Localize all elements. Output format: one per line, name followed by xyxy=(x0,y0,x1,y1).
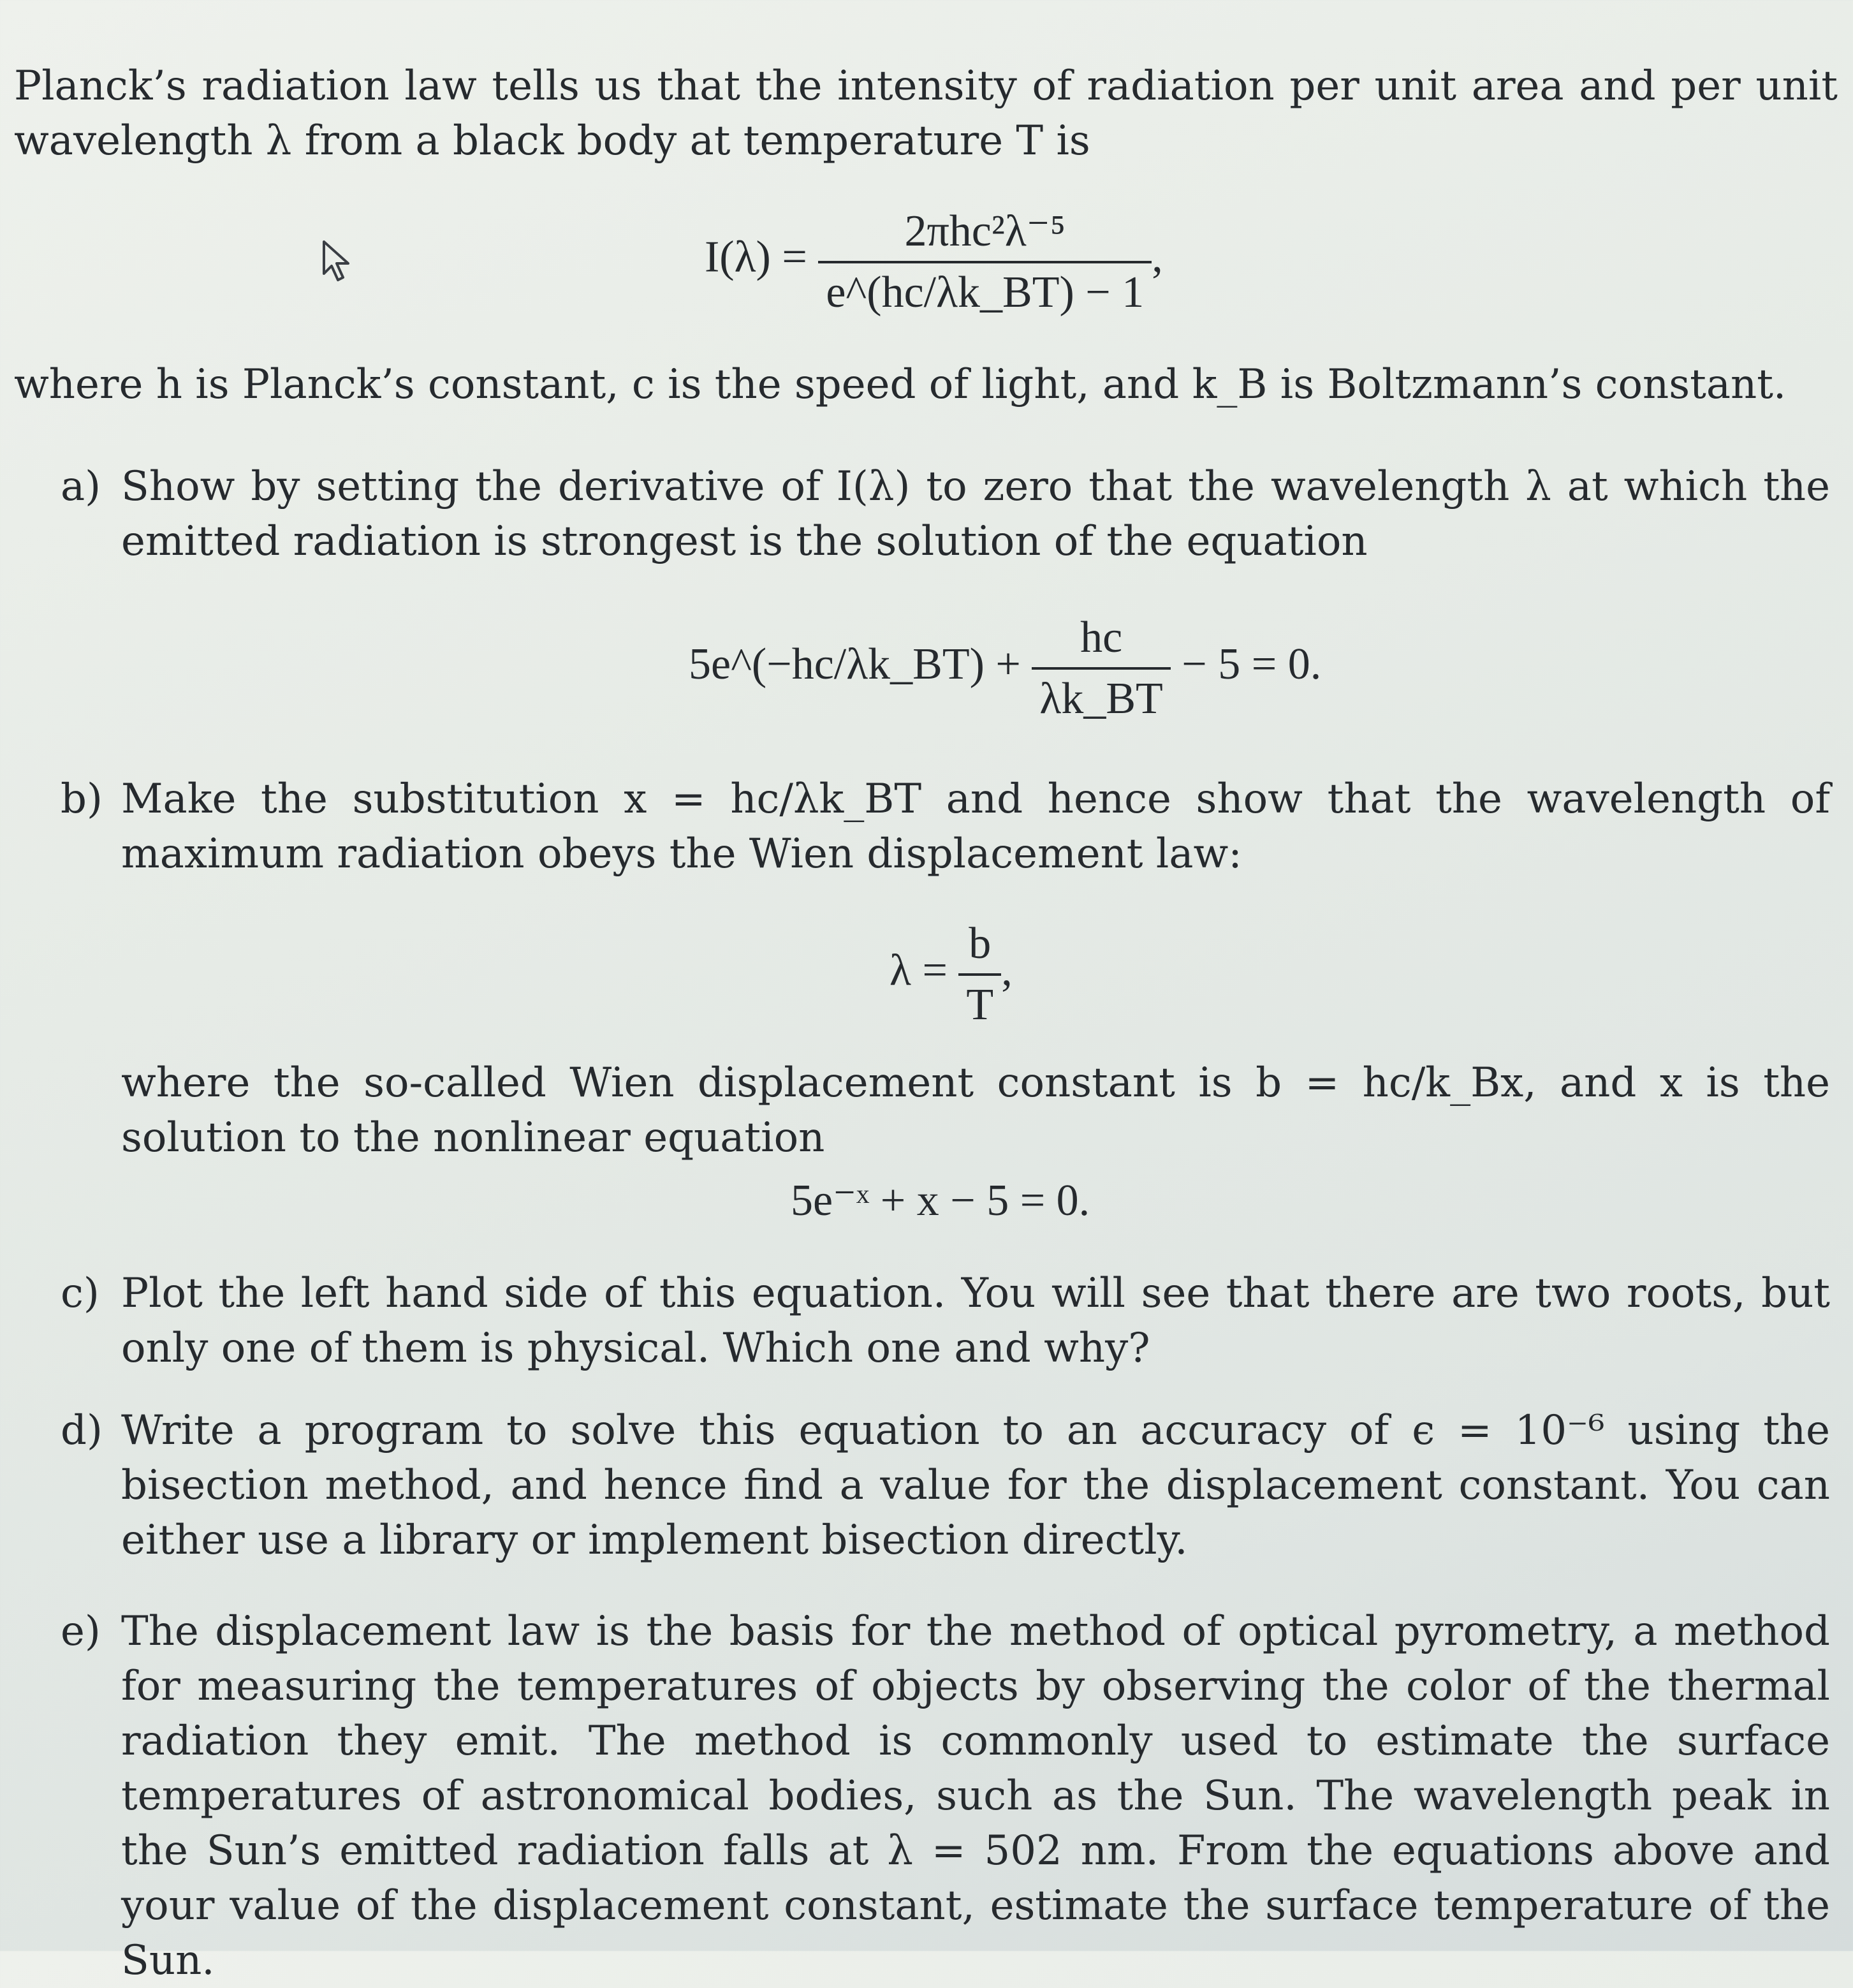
planck-equation xyxy=(705,204,1163,318)
where-paragraph: where h is Planck’s constant, c is the speed of light, and k_B is Boltzmann’s constant. xyxy=(14,361,1787,408)
planck-denominator: e^(hc/λk_BT) − 1 xyxy=(818,261,1152,318)
wien-fraction xyxy=(958,918,1001,1031)
wien-denominator: T xyxy=(958,973,1001,1031)
wien-lhs: λ = xyxy=(890,946,948,996)
planck-fraction xyxy=(818,204,1152,318)
planck-numerator: 2πhc²λ⁻⁵ xyxy=(904,207,1066,256)
part-c-text: Plot the left hand side of this equation. You will see that there are two roots, but only one of them is physical. Which one and why? xyxy=(121,1270,1830,1372)
wien-equation xyxy=(890,918,1013,1031)
derivative-equation xyxy=(689,612,1321,725)
derivative-fraction xyxy=(1032,612,1170,725)
nonlinear-equation: 5e⁻ˣ + x − 5 = 0. xyxy=(791,1176,1090,1225)
planck-trailing: , xyxy=(1152,232,1163,282)
part-b-text: Make the substitution x = hc/λk_BT and hence show that the wavelength of maximum radiation obeys the Wien displacement law: xyxy=(121,776,1830,878)
part-a-text: Show by setting the derivative of I(λ) to zero that the wavelength λ at which the emitted radiation is strongest is the solution of the equation xyxy=(121,463,1831,565)
intro-paragraph: Planck’s radiation law tells us that the intensity of radiation per unit area and per unit wavelength λ from a black body at temperature T is xyxy=(14,63,1838,165)
part-d-text: Write a program to solve this equation to an accuracy of ϵ = 10⁻⁶ using the bisection method, and hence find a value for the displacement constant. You can either use a library or implement bisection directly. xyxy=(121,1407,1830,1564)
derivative-plus: + xyxy=(995,640,1021,689)
wien-trailing: , xyxy=(1001,946,1013,996)
part-e-text: The displacement law is the basis for the method of optical pyrometry, a method for measuring the temperatures of objects by observing the color of the thermal radiation they emit. The method is commonly used to estimate the surface temperatures of astronomical bodies, such as the Sun. The wavelength peak in the Sun’s emitted radiation falls at λ = 502 nm. From the equations above and your value of the displacement constant, estimate the surface temperature of the Sun. xyxy=(121,1608,1830,1984)
part-b-label: b) xyxy=(61,776,103,823)
derivative-denominator: λk_BT xyxy=(1032,667,1170,725)
part-a-label: a) xyxy=(61,463,101,510)
part-d-label: d) xyxy=(61,1407,103,1454)
wien-numerator: b xyxy=(969,919,992,968)
part-b-continued-text: where the so-called Wien displacement constant is b = hc/k_Bx, and x is the solution to the nonlinear equation xyxy=(121,1059,1830,1161)
mouse-cursor-icon xyxy=(319,239,357,284)
part-e-label: e) xyxy=(61,1608,101,1655)
derivative-numerator: hc xyxy=(1080,613,1123,662)
planck-lhs: I(λ) = xyxy=(705,232,807,282)
derivative-term1: 5e^(−hc/λk_BT) xyxy=(689,640,985,689)
derivative-tail: − 5 = 0. xyxy=(1182,640,1322,689)
part-c-label: c) xyxy=(61,1270,99,1317)
